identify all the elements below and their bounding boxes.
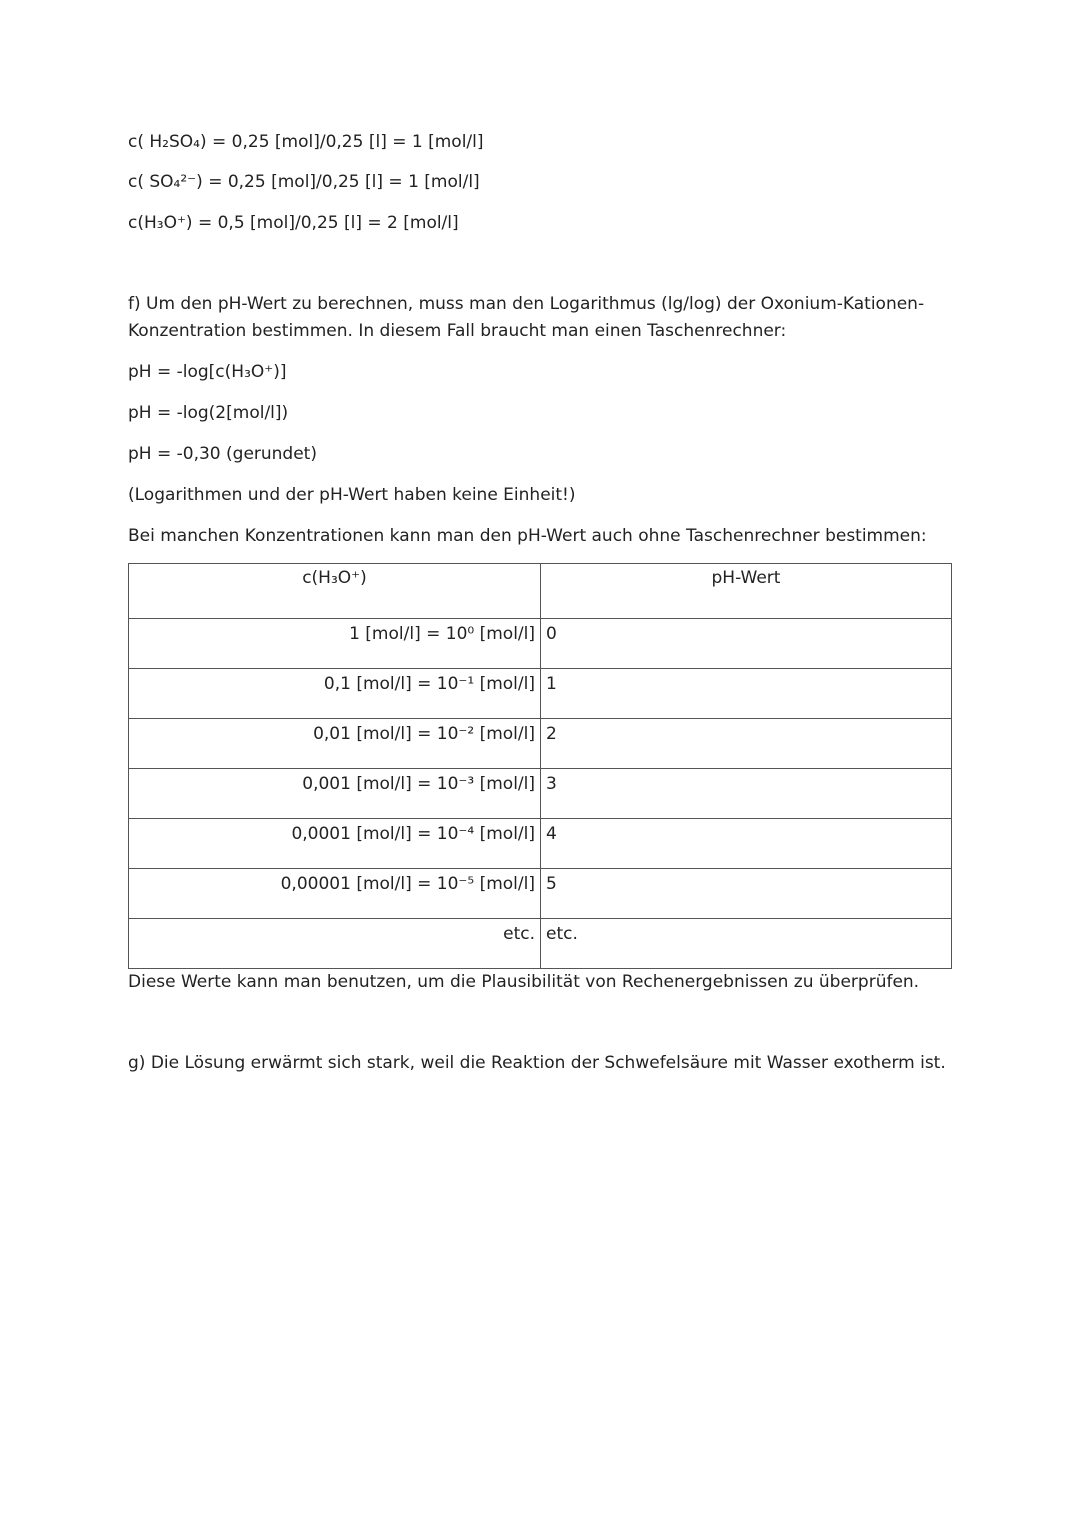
- cell-concentration: 0,00001 [mol/l] = 10⁻⁵ [mol/l]: [129, 869, 541, 919]
- table-row: [129, 619, 952, 669]
- f-intro-line2: Konzentration bestimmen. In diesem Fall braucht man einen Taschenrechner:: [128, 321, 787, 341]
- cell-ph: 2: [541, 719, 952, 769]
- cell-ph: 1: [541, 669, 952, 719]
- f-intro-line1: f) Um den pH-Wert zu berechnen, muss man den Logarithmus (lg/log) der Oxonium-Kationen-: [128, 294, 925, 314]
- g-answer: g) Die Lösung erwärmt sich stark, weil die Reaktion der Schwefelsäure mit Wasser exotherm ist.: [128, 1053, 946, 1073]
- ph-step-3: pH = -0,30 (gerundet): [128, 444, 317, 464]
- cell-concentration: 1 [mol/l] = 10⁰ [mol/l]: [129, 619, 541, 669]
- header-concentration: c(H₃O⁺): [129, 564, 541, 619]
- cell-ph: 5: [541, 869, 952, 919]
- table-row: [129, 819, 952, 869]
- cell-concentration: 0,01 [mol/l] = 10⁻² [mol/l]: [129, 719, 541, 769]
- unit-note: (Logarithmen und der pH-Wert haben keine Einheit!): [128, 485, 576, 505]
- header-ph: pH-Wert: [541, 564, 952, 619]
- cell-ph: etc.: [541, 919, 952, 969]
- table-lead: Bei manchen Konzentrationen kann man den pH-Wert auch ohne Taschenrechner bestimmen:: [128, 526, 927, 546]
- cell-ph: 4: [541, 819, 952, 869]
- table-row: [129, 719, 952, 769]
- plausibility-note: Diese Werte kann man benutzen, um die Plausibilität von Rechenergebnissen zu überprüfen.: [128, 972, 920, 992]
- table-row: [129, 769, 952, 819]
- cell-concentration: 0,1 [mol/l] = 10⁻¹ [mol/l]: [129, 669, 541, 719]
- ph-table: [128, 563, 952, 969]
- cell-concentration: 0,0001 [mol/l] = 10⁻⁴ [mol/l]: [129, 819, 541, 869]
- ph-step-1: pH = -log[c(H₃O⁺)]: [128, 362, 287, 382]
- cell-ph: 3: [541, 769, 952, 819]
- cell-concentration: etc.: [129, 919, 541, 969]
- table-header-row: [129, 564, 952, 619]
- cell-ph: 0: [541, 619, 952, 669]
- calc-h3o: c(H₃O⁺) = 0,5 [mol]/0,25 [l] = 2 [mol/l]: [128, 213, 459, 233]
- cell-concentration: 0,001 [mol/l] = 10⁻³ [mol/l]: [129, 769, 541, 819]
- table-row: [129, 869, 952, 919]
- table-row: [129, 919, 952, 969]
- calc-h2so4: c( H₂SO₄) = 0,25 [mol]/0,25 [l] = 1 [mol/l]: [128, 132, 484, 152]
- ph-step-2: pH = -log(2[mol/l]): [128, 403, 289, 423]
- calc-so4: c( SO₄²⁻) = 0,25 [mol]/0,25 [l] = 1 [mol/l]: [128, 172, 480, 192]
- table-row: [129, 669, 952, 719]
